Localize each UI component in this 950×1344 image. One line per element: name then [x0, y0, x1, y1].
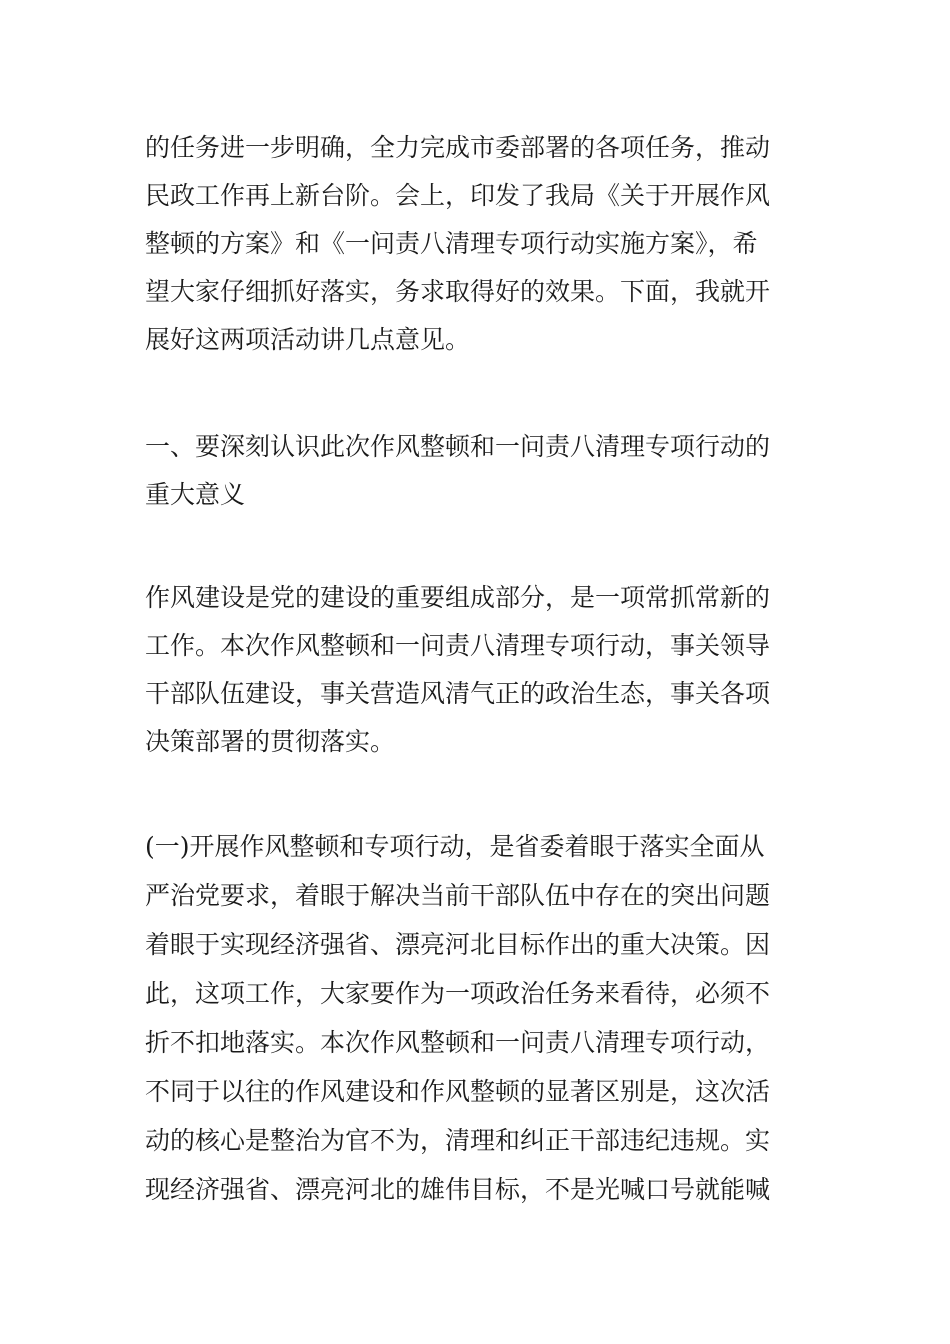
text-line: 的任务进一步明确，全力完成市委部署的各项任务，推动: [145, 133, 771, 162]
text-line: 此，这项工作，大家要作为一项政治任务来看待，必须不: [145, 979, 771, 1008]
text-line: 整顿的方案》和《一问责八清理专项行动实施方案》，希: [145, 229, 758, 258]
text-line: 干部队伍建设，事关营造风清气正的政治生态，事关各项: [145, 679, 771, 708]
text-line: 严治党要求，着眼于解决当前干部队伍中存在的突出问题: [145, 881, 771, 910]
heading-line: 重大意义: [145, 480, 246, 509]
text-line: 展好这两项活动讲几点意见。: [145, 325, 471, 354]
text-line: 着眼于实现经济强省、漂亮河北目标作出的重大决策。因: [145, 930, 771, 959]
text-line: (一)开展作风整顿和专项行动，是省委着眼于落实全面从: [145, 832, 765, 861]
text-line: 作风建设是党的建设的重要组成部分，是一项常抓常新的: [145, 583, 771, 612]
text-line: 现经济强省、漂亮河北的雄伟目标，不是光喊口号就能喊: [145, 1175, 771, 1204]
text-line: 工作。本次作风整顿和一问责八清理专项行动，事关领导: [145, 631, 771, 660]
text-line: 决策部署的贯彻落实。: [145, 727, 396, 756]
heading-line: 一、要深刻认识此次作风整顿和一问责八清理专项行动的: [145, 432, 771, 461]
text-line: 动的核心是整治为官不为，清理和纠正干部违纪违规。实: [145, 1126, 771, 1155]
text-line: 不同于以往的作风建设和作风整顿的显著区别是，这次活: [145, 1077, 771, 1106]
text-line: 望大家仔细抓好落实，务求取得好的效果。下面，我就开: [145, 277, 771, 306]
text-line: 折不扣地落实。本次作风整顿和一问责八清理专项行动，: [145, 1028, 771, 1057]
text-line: 民政工作再上新台阶。会上，印发了我局《关于开展作风: [145, 181, 771, 210]
